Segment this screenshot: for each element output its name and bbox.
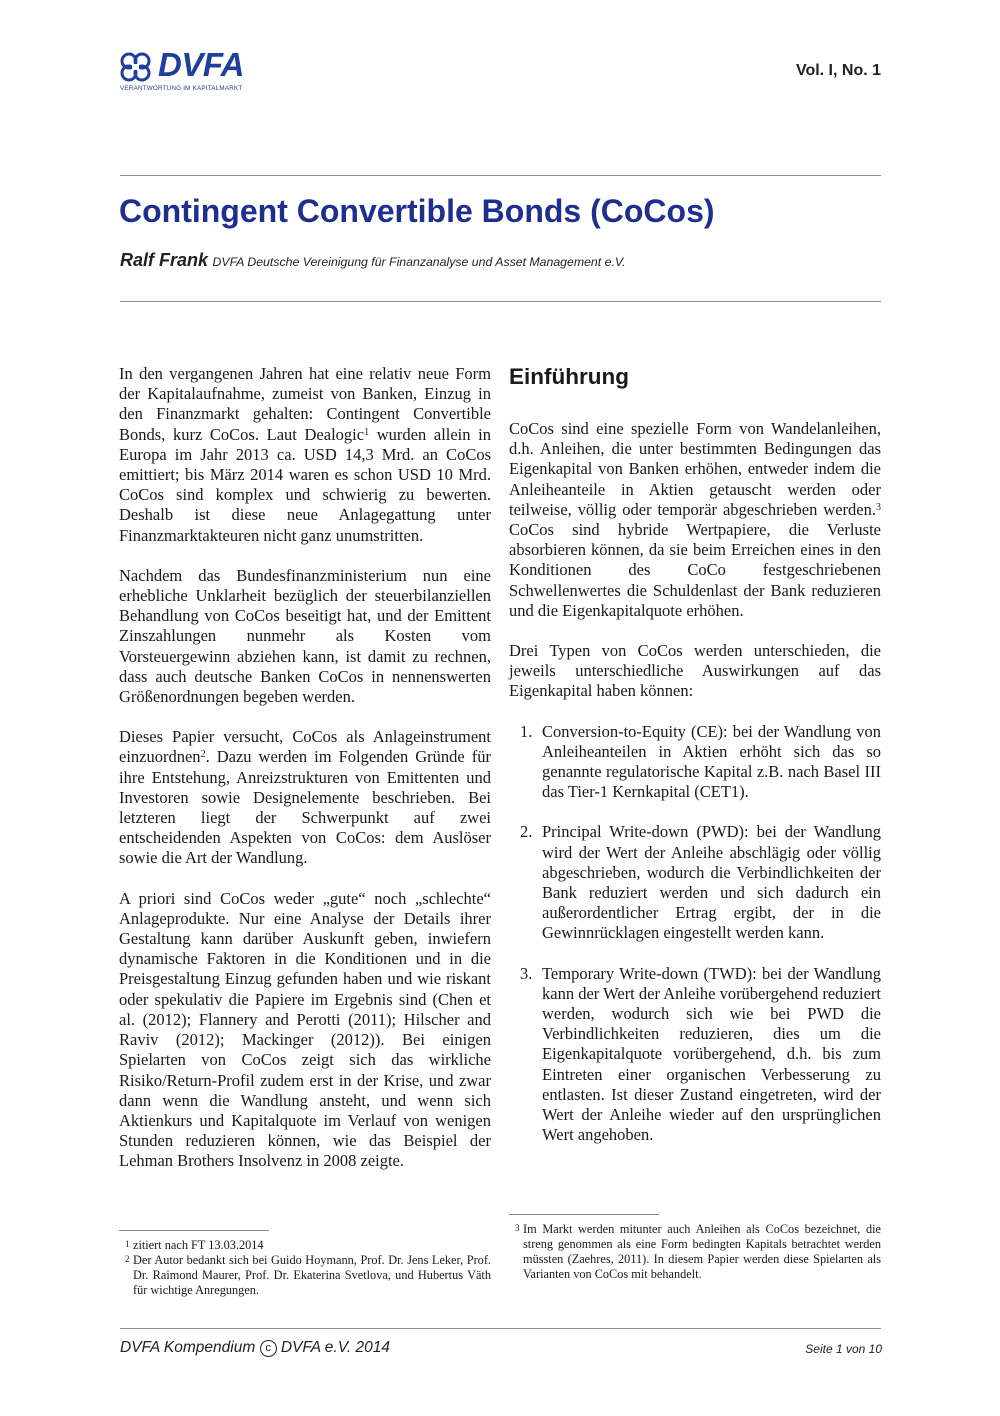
footnote-ref-1[interactable]: 1	[364, 426, 370, 438]
paper-title: Contingent Convertible Bonds (CoCos)	[119, 193, 715, 229]
footnotes-right	[509, 1222, 881, 1282]
footnote-divider-right	[509, 1214, 659, 1215]
section-heading-einfuehrung: Einführung	[509, 364, 629, 389]
list-item: 1. Conversion-to-Equity (CE): bei der Wandlung von Anleiheanteilen in Aktien erhöht sich das so genannte regulatorische Kapital z.B. nach Basel III das Tier-1 Kernkapital (CET1).	[520, 721, 881, 802]
cocos-definition-paragraph: CoCos sind eine spezielle Form von Wandelanleihen, d.h. Anleihen, die unter bestimmten Bedingungen das Eigenkapital von Banken erhöhen, entweder indem die Anleiheanteile in Aktien getauscht werden oder teilweise, völlig oder temporär abgeschrieben werden.$^3$ CoCos sind hybride Wertpapiere, die Verluste absorbieren können, da sie beim Erreichen eines in den Konditionen des CoCo festgeschriebenen Schwellenwertes die Schuldenlast der Bank reduzieren und die Eigenkapitalquote erhöhen.	[509, 419, 881, 620]
footer-divider	[120, 1328, 881, 1329]
footer-publication: DVFA Kompendium c DVFA e.V. 2014	[120, 1339, 391, 1356]
volume-label: Vol. I, No. 1	[795, 62, 881, 79]
logo-tagline: VERANTWORTUNG IM KAPITALMARKT	[120, 85, 243, 92]
page-number: Seite 1 von 10	[805, 1342, 882, 1356]
footnote-divider-left	[119, 1230, 269, 1231]
types-intro-paragraph: Drei Typen von CoCos werden unterschieden, die jeweils unterschiedliche Auswirkungen auf das Eigenkapital haben können:	[509, 641, 881, 701]
byline	[120, 250, 626, 271]
list-item: 3. Temporary Write-down (TWD): bei der Wandlung kann der Wert der Anleihe vorübergehend reduziert werden, wodurch sich wie bei PWD die Verbindlichkeiten reduzieren, dies um die Eigenkapitalquote vorübergehend, d.h. bis zum Eintreten einer organischen Verbesserung zu entlasten. Ist dieser Zustand eingetreten, wird der Wert der Anleihe wieder auf den ursprünglichen Wert angehoben.	[520, 963, 881, 1145]
list-item: 2. Principal Write-down (PWD): bei der Wandlung wird der Wert der Anleihe abschlägig oder völlig abgeschrieben, wodurch die Verbindlichkeiten der Bank reduziert werden und sich dadurch ein außerordentlicher Ertrag ergibt, der in die Gewinnrücklagen eingestellt werden kann.	[520, 822, 881, 943]
left-column	[119, 364, 491, 1192]
footnote-ref-3[interactable]: 3	[876, 501, 881, 513]
title-divider	[120, 301, 881, 302]
copyright-icon: c	[260, 1340, 277, 1357]
logo-wordmark: DVFA	[158, 46, 245, 83]
footnote-ref-2[interactable]: 2	[200, 749, 206, 761]
footnotes-left	[119, 1238, 491, 1298]
tax-paragraph: Nachdem das Bundesfinanzministerium nun eine erhebliche Unklarheit bezüglich der steuerbilanziellen Behandlung von CoCos beseitigt hat, und der Emittent Zinszahlungen nunmehr als Kosten vom Vorsteuergewinn abziehen kann, ist damit zu rechnen, dass auch deutsche Banken CoCos in nennenswerten Größenordnungen begeben werden.	[119, 565, 491, 707]
purpose-paragraph: Dieses Papier versucht, CoCos als Anlageinstrument einzuordnen$^2$. Dazu werden im Folgenden Gründe für ihre Entstehung, Anreizstrukturen von Emittenten und Investoren sowie Designelemente beschrieben. Bei letzteren liegt der Schwerpunkt auf zwei entscheidenden Aspekten von CoCos: dem Auslöser sowie die Art der Wandlung.	[119, 727, 491, 868]
coco-types-list	[509, 722, 881, 1146]
footnote-3: 3 Im Markt werden mitunter auch Anleihen als CoCos bezeichnet, die streng genommen als eine Form bedingten Kapitals betrachtet werden müssten (Zaehres, 2011). In diesem Papier werden diese Spielarten als Varianten von CoCos mit behandelt.	[515, 1222, 881, 1281]
intro-paragraph: In den vergangenen Jahren hat eine relativ neue Form der Kapitalaufnahme, zumeist von Banken, Einzug in den Finanzmarkt gehalten: Contingent Convertible Bonds, kurz CoCos. Laut Dealogic$^1$ wurden allein in Europa im Jahr 2013 ca. USD 14,3 Mrd. an CoCos emittiert; bis März 2014 waren es schon USD 10 Mrd. CoCos sind komplex und schwierig zu bewerten. Deshalb ist diese neue Anlagegattung unter Finanzmarktakteuren nicht ganz unumstritten.	[119, 364, 492, 545]
dvfa-emblem-icon	[120, 52, 154, 82]
apriori-paragraph: A priori sind CoCos weder „gute“ noch „schlechte“ Anlageprodukte. Nur eine Analyse der Details ihrer Gestaltung kann darüber Auskunft geben, inwiefern dynamische Faktoren in die Konditionen und in die Preisgestaltung Einzug gefunden haben und wie riskant oder spekulativ die Papiere im Ergebnis sind (Chen et al. (2012); Flannery and Perotti (2011); Hilscher and Raviv (2012); Mackinger (2012)). Bei einigen Spielarten von CoCos zeigt sich das wirkliche Risiko/Return-Profil zudem erst in der Krise, und zwar dann wenn die Wandlung ansteht, und wenn sich Aktienkurs und Kapitalquote im Verlauf von wenigen Stunden reduzieren können, wie das Beispiel der Lehman Brothers Insolvenz in 2008 zeigte.	[119, 888, 491, 1171]
footnote-1: 1 zitiert nach FT 13.03.2014	[125, 1238, 264, 1252]
right-column	[509, 364, 881, 1166]
author-name: Ralf Frank	[120, 250, 209, 270]
author-affiliation: DVFA Deutsche Vereinigung für Finanzanalyse und Asset Management e.V.	[212, 255, 626, 269]
footnote-2: 2 Der Autor bedankt sich bei Guido Hoymann, Prof. Dr. Jens Leker, Prof. Dr. Raimond Maurer, Prof. Dr. Ekaterina Svetlova, und Hubertus Väth für wichtige Anregungen.	[125, 1253, 491, 1297]
dvfa-logo	[120, 46, 250, 96]
header-divider	[120, 175, 881, 176]
